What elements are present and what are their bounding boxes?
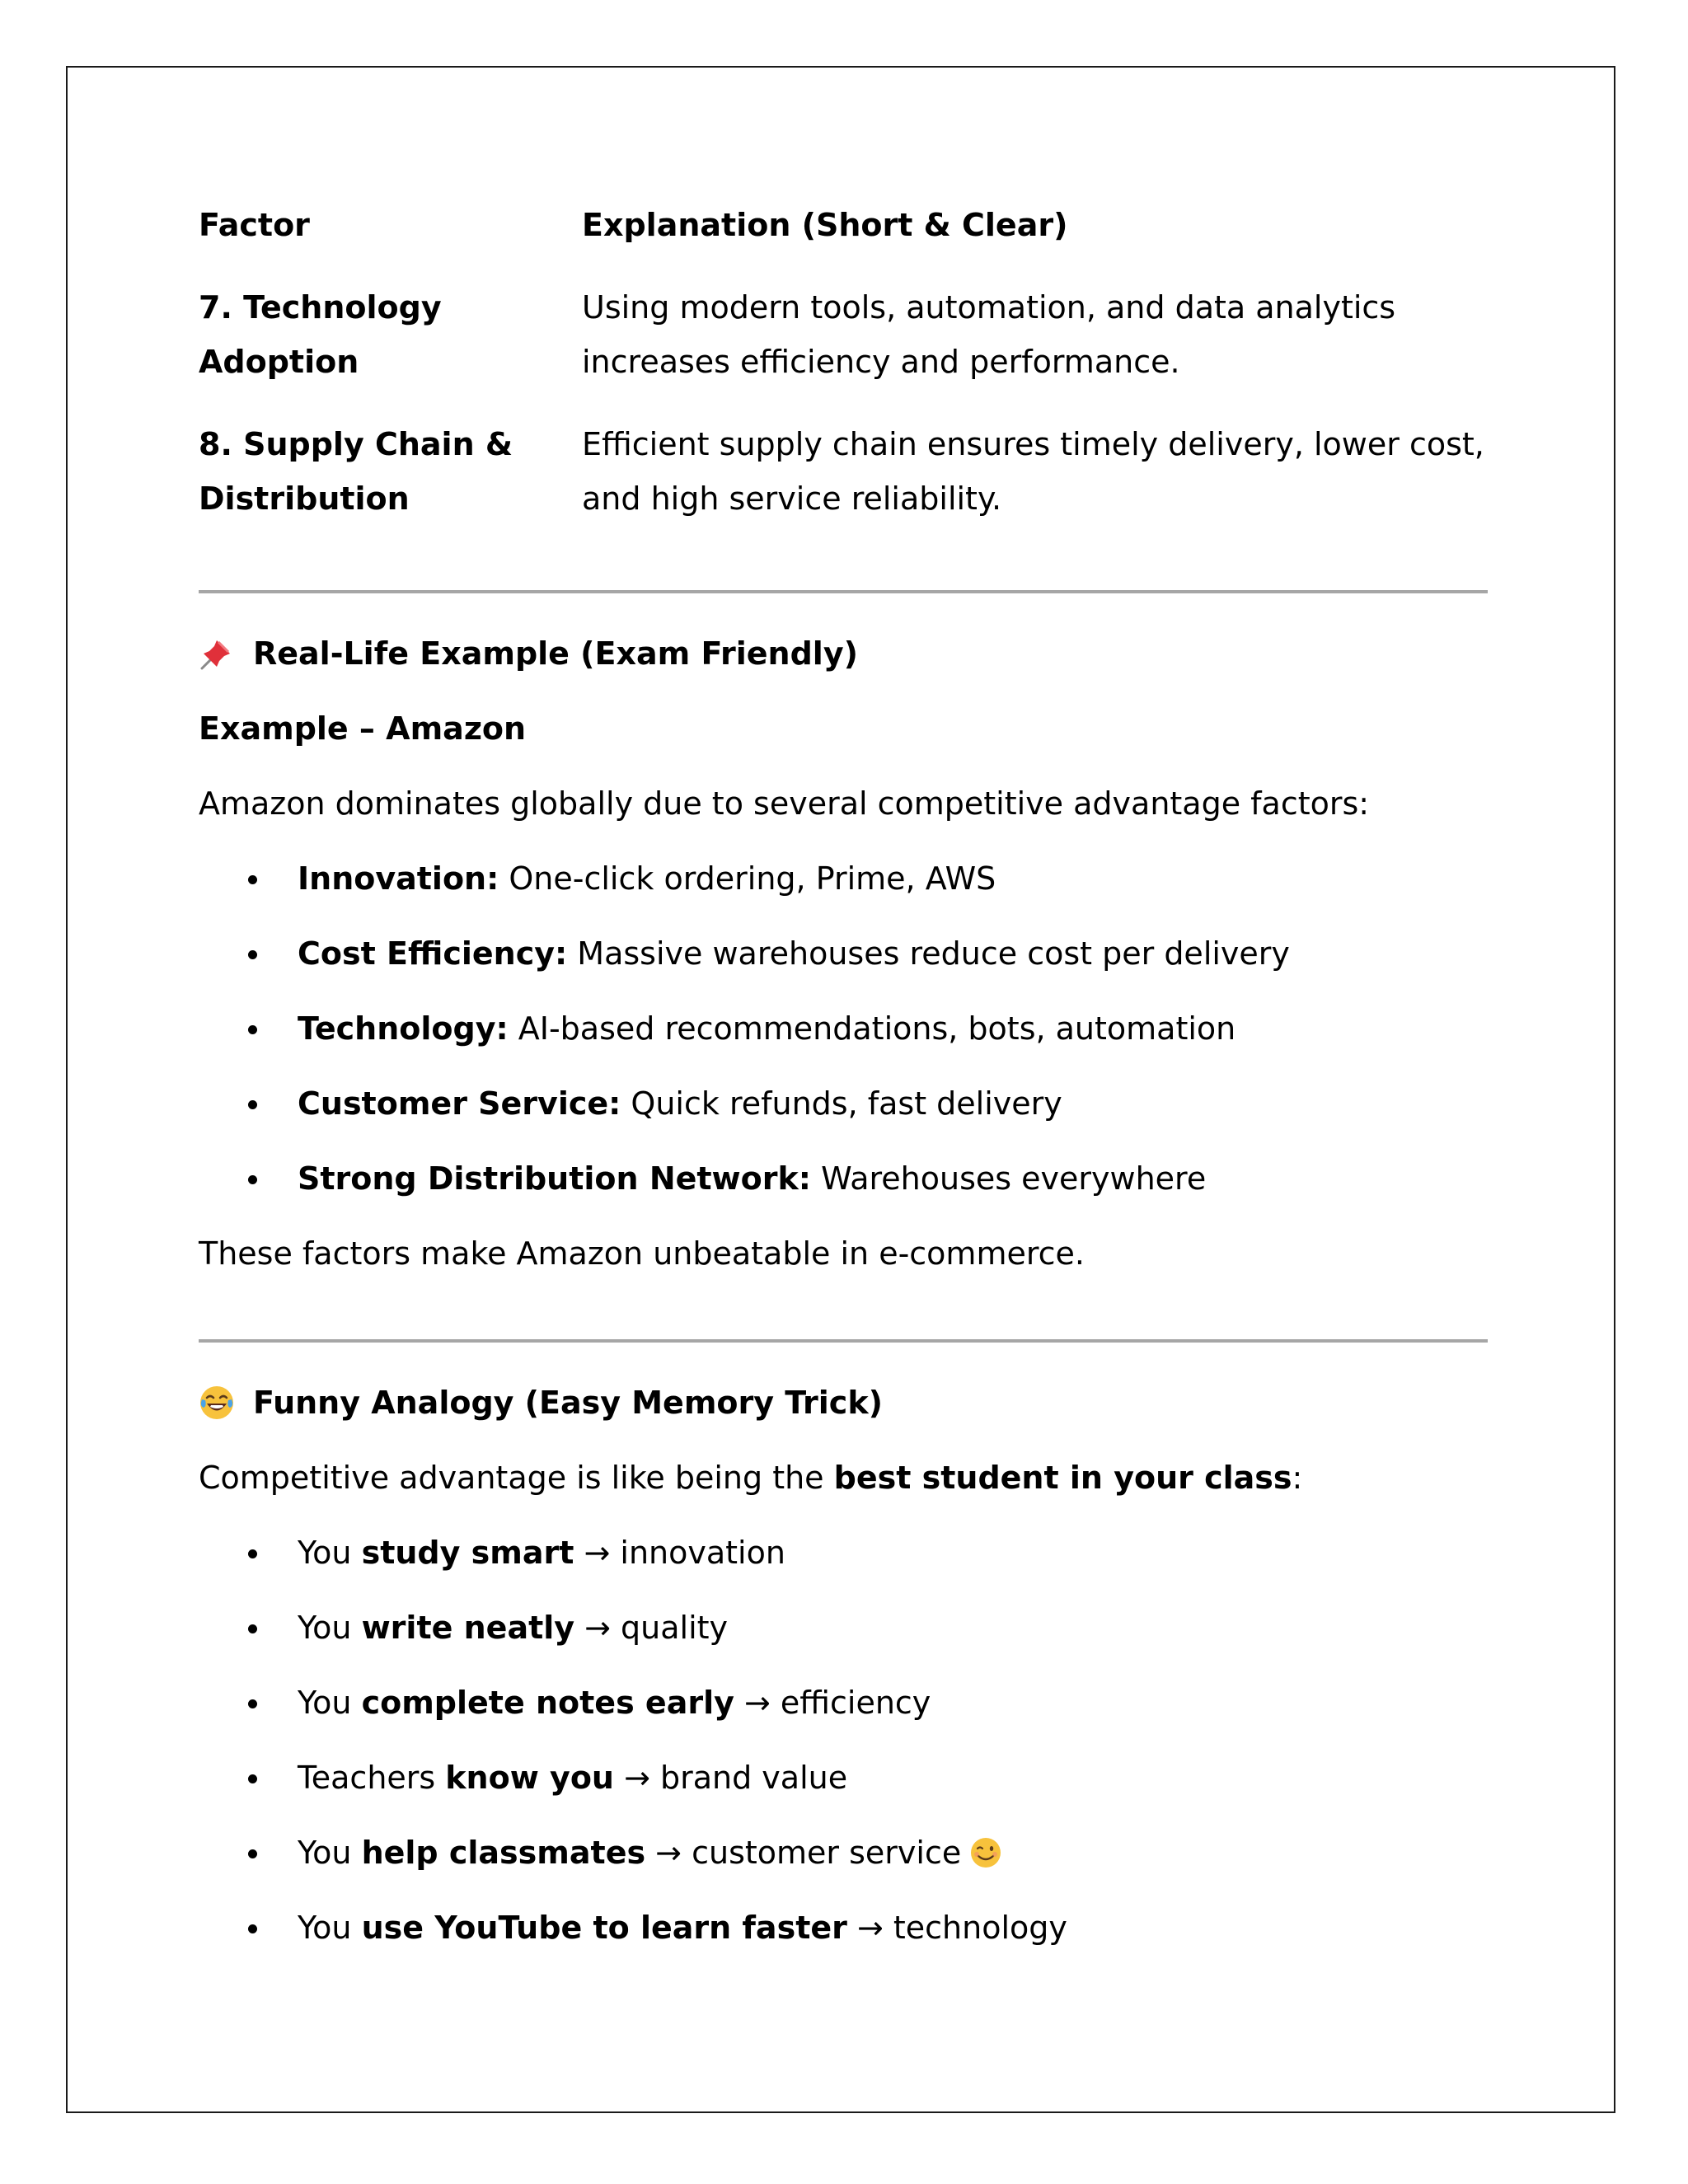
list-item xyxy=(199,1528,1493,1577)
bullet-prefix: You xyxy=(298,1835,362,1871)
bullet-text: One-click ordering, Prime, AWS xyxy=(499,860,996,897)
table-cell-factor: 7. Technology Adoption xyxy=(199,289,442,380)
bullet-label: Customer Service: xyxy=(298,1085,621,1122)
bullet-dot xyxy=(248,1924,257,1933)
bullet-bold: use YouTube to learn faster xyxy=(361,1910,847,1946)
list-item xyxy=(199,1678,1493,1727)
bullet-suffix: → brand value xyxy=(613,1760,848,1796)
bullet-bold: write neatly xyxy=(361,1610,575,1646)
list-item xyxy=(199,929,1493,978)
bullet-suffix: → customer service xyxy=(645,1835,962,1871)
bullet-suffix: → technology xyxy=(846,1910,1067,1946)
bullet-label: Technology: xyxy=(298,1010,509,1047)
bullet-suffix: → quality xyxy=(574,1610,729,1646)
list-item xyxy=(199,1903,1493,1952)
bullet-label: Innovation: xyxy=(298,860,499,897)
analogy-intro-bold: best student in your class xyxy=(833,1460,1292,1496)
explanation-line: Using modern tools, automation, and data analytics xyxy=(582,289,1396,326)
laughing-tears-emoji-icon xyxy=(199,1385,235,1421)
table-header-factor: Factor xyxy=(199,207,310,243)
bullet-text: Massive warehouses reduce cost per delivery xyxy=(567,935,1290,972)
analogy-heading-text: Funny Analogy (Easy Memory Trick) xyxy=(253,1385,883,1421)
bullet-text: Quick refunds, fast delivery xyxy=(621,1085,1062,1122)
bullet-prefix: You xyxy=(298,1685,362,1721)
table-header-explanation: Explanation (Short & Clear) xyxy=(582,207,1068,243)
list-item xyxy=(199,854,1493,903)
explanation-line: and high service reliability. xyxy=(582,480,1002,517)
example-bullet-list xyxy=(199,854,1493,1203)
bullet-prefix: Teachers xyxy=(298,1760,446,1796)
table-cell-explanation xyxy=(582,417,1493,526)
explanation-line: Efficient supply chain ensures timely delivery, lower cost, xyxy=(582,426,1484,462)
bullet-label: Strong Distribution Network: xyxy=(298,1160,811,1197)
analogy-section xyxy=(199,1378,1493,1952)
pushpin-icon xyxy=(199,635,235,672)
bullet-dot xyxy=(248,875,257,884)
table-row xyxy=(199,417,1493,526)
list-item xyxy=(199,1603,1493,1652)
bullet-dot xyxy=(248,1624,257,1633)
bullet-suffix: → innovation xyxy=(574,1535,785,1571)
analogy-heading xyxy=(199,1378,1493,1427)
example-closing: These factors make Amazon unbeatable in e-commerce. xyxy=(199,1235,1085,1272)
example-intro: Amazon dominates globally due to several competitive advantage factors: xyxy=(199,785,1370,822)
analogy-intro-after: : xyxy=(1292,1460,1303,1496)
bullet-dot xyxy=(248,1849,257,1858)
bullet-bold: know you xyxy=(445,1760,614,1796)
bullet-prefix: You xyxy=(298,1610,362,1646)
analogy-intro xyxy=(199,1453,1493,1502)
bullet-prefix: You xyxy=(298,1910,362,1946)
list-item xyxy=(199,1753,1493,1802)
table-cell-factor xyxy=(199,417,582,526)
list-item xyxy=(199,1079,1493,1128)
analogy-bullet-list xyxy=(199,1528,1493,1952)
section-divider xyxy=(199,590,1488,593)
bullet-dot xyxy=(248,950,257,959)
analogy-intro-before: Competitive advantage is like being the xyxy=(199,1460,834,1496)
bullet-bold: study smart xyxy=(361,1535,574,1571)
section-divider xyxy=(199,1339,1488,1343)
explanation-line: increases efficiency and performance. xyxy=(582,344,1180,380)
factor-line: 8. Supply Chain & xyxy=(199,426,513,462)
bullet-dot xyxy=(248,1175,257,1184)
bullet-suffix: → efficiency xyxy=(734,1685,931,1721)
bullet-dot xyxy=(248,1025,257,1034)
bullet-bold: complete notes early xyxy=(361,1685,734,1721)
table-row xyxy=(199,280,1493,417)
bullet-text: AI-based recommendations, bots, automation xyxy=(508,1010,1236,1047)
table-header-row xyxy=(199,198,1493,280)
factor-table xyxy=(199,198,1493,526)
factor-line: Distribution xyxy=(199,480,410,517)
bullet-dot xyxy=(248,1774,257,1783)
bullet-dot xyxy=(248,1549,257,1558)
bullet-prefix: You xyxy=(298,1535,362,1571)
list-item xyxy=(199,1004,1493,1053)
winking-face-icon xyxy=(969,1834,1002,1867)
example-heading xyxy=(199,629,1493,678)
example-subheading: Example – Amazon xyxy=(199,710,527,747)
bullet-label: Cost Efficiency: xyxy=(298,935,568,972)
table-cell-explanation xyxy=(582,280,1493,417)
list-item xyxy=(199,1154,1493,1203)
example-heading-text: Real-Life Example (Exam Friendly) xyxy=(253,635,858,672)
bullet-bold: help classmates xyxy=(361,1835,646,1871)
bullet-text: Warehouses everywhere xyxy=(810,1160,1207,1197)
bullet-dot xyxy=(248,1100,257,1109)
document-content xyxy=(199,198,1493,1952)
example-section xyxy=(199,629,1493,1278)
list-item xyxy=(199,1828,1493,1877)
bullet-dot xyxy=(248,1699,257,1708)
